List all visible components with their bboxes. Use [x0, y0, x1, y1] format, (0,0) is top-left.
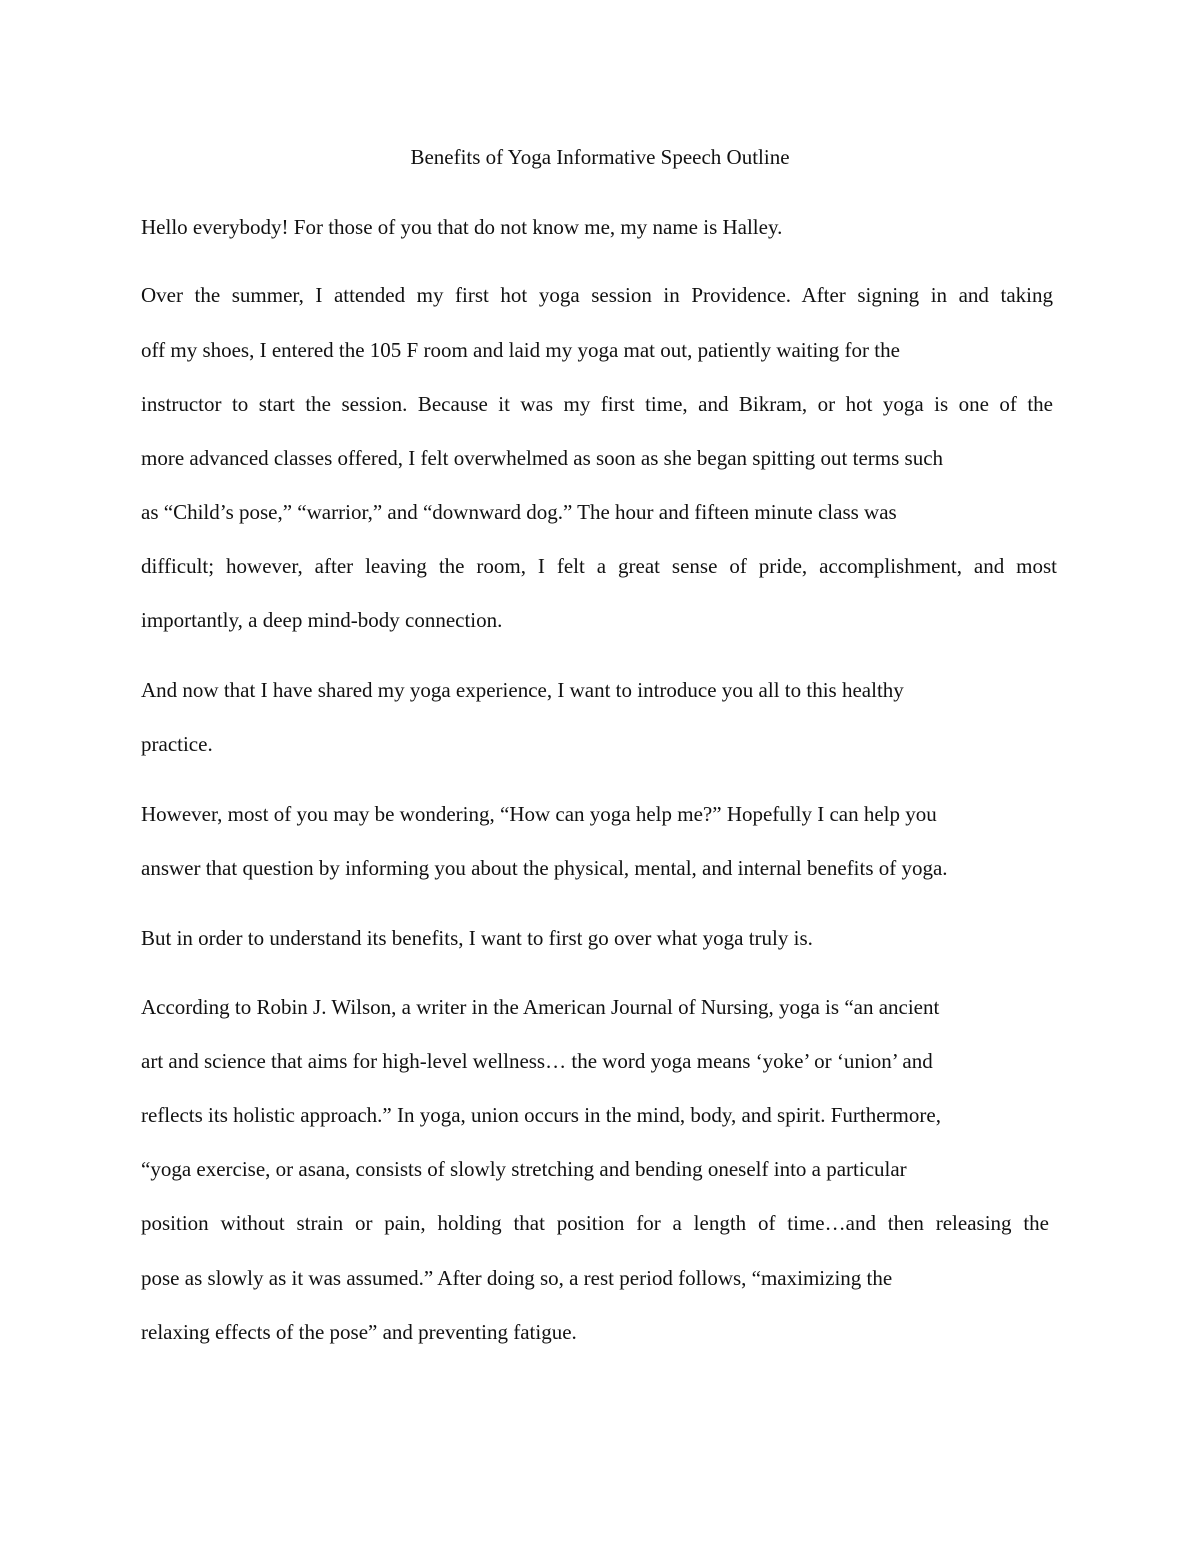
paragraph-6-line-2: art and science that aims for high-level wellness… the word yoga means ‘yoke’ or ‘union’ and	[141, 1049, 933, 1073]
paragraph-3-line-2: practice.	[141, 732, 213, 756]
paragraph-4-line-2: answer that question by informing you about the physical, mental, and internal benefits of yoga.	[141, 856, 948, 880]
paragraph-6-line-1: According to Robin J. Wilson, a writer in the American Journal of Nursing, yoga is “an ancient	[141, 995, 940, 1019]
document-title: Benefits of Yoga Informative Speech Outline	[410, 145, 790, 169]
paragraph-2-line-7: importantly, a deep mind-body connection.	[141, 608, 503, 632]
paragraph-2-line-3: instructor to start the session. Because it was my first time, and Bikram, or hot yoga is one of the	[141, 392, 1053, 416]
paragraph-6-line-3: reflects its holistic approach.” In yoga, union occurs in the mind, body, and spirit. Furthermore,	[141, 1103, 941, 1127]
paragraph-6-line-7: relaxing effects of the pose” and preventing fatigue.	[141, 1320, 577, 1344]
paragraph-2-line-5: as “Child’s pose,” “warrior,” and “downward dog.” The hour and fifteen minute class was	[141, 500, 897, 524]
paragraph-5-line-1: But in order to understand its benefits, I want to first go over what yoga truly is.	[141, 926, 813, 950]
paragraph-2-line-1: Over the summer, I attended my first hot yoga session in Providence. After signing in and taking	[141, 283, 1053, 307]
paragraph-6-line-6: pose as slowly as it was assumed.” After doing so, a rest period follows, “maximizing the	[141, 1266, 893, 1290]
paragraph-6-line-4: “yoga exercise, or asana, consists of slowly stretching and bending oneself into a particular	[141, 1157, 907, 1181]
paragraph-2-line-6: difficult; however, after leaving the room, I felt a great sense of pride, accomplishment, and most	[141, 554, 1057, 578]
paragraph-4-line-1: However, most of you may be wondering, “How can yoga help me?” Hopefully I can help you	[141, 802, 937, 826]
paragraph-2-line-4: more advanced classes offered, I felt overwhelmed as soon as she began spitting out terms such	[141, 446, 944, 470]
paragraph-2-line-2: off my shoes, I entered the 105 F room and laid my yoga mat out, patiently waiting for the	[141, 338, 900, 362]
paragraph-1-line-1: Hello everybody! For those of you that do not know me, my name is Halley.	[141, 215, 783, 239]
paragraph-3-line-1: And now that I have shared my yoga experience, I want to introduce you all to this healthy	[141, 678, 904, 702]
paragraph-6-line-5: position without strain or pain, holding that position for a length of time…and then releasing the	[141, 1211, 1049, 1235]
